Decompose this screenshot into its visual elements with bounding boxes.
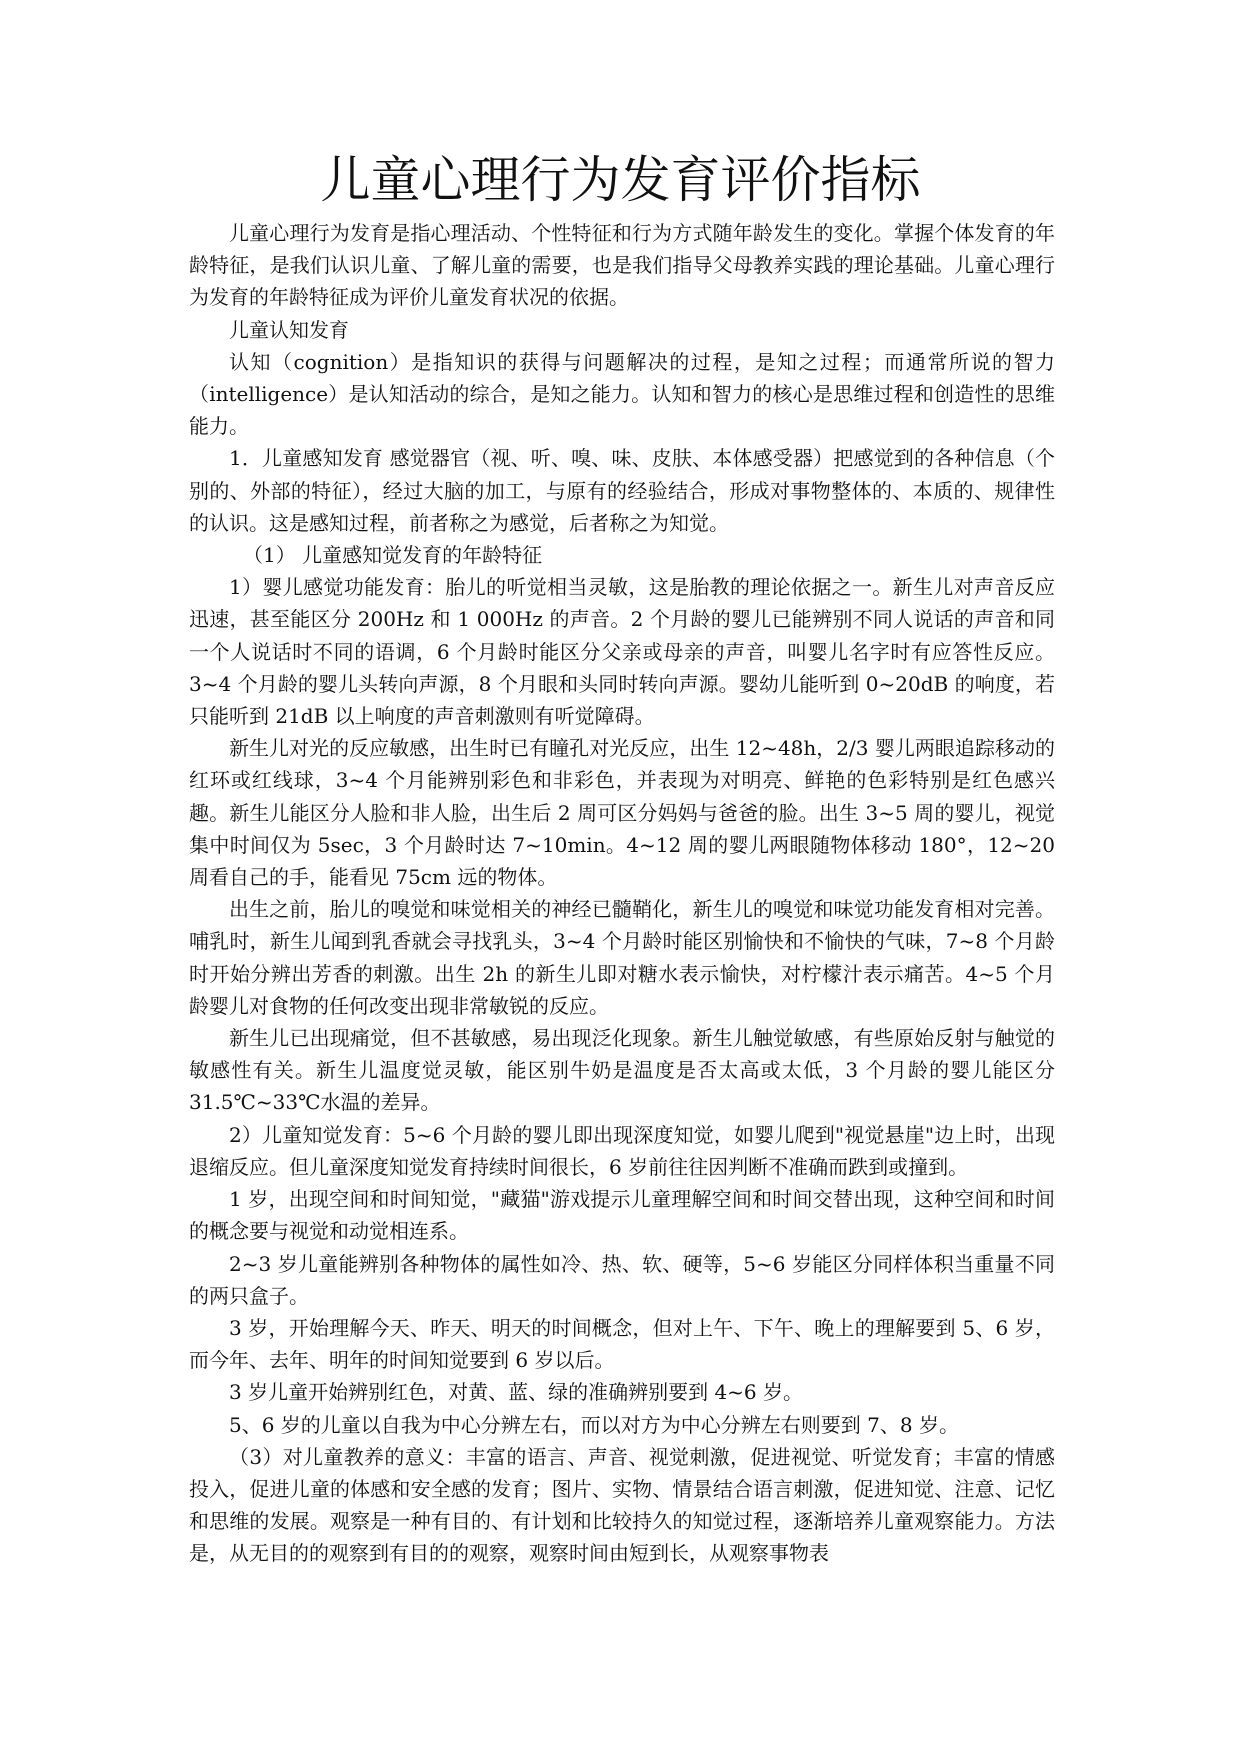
paragraph-pain-touch: 新生儿已出现痛觉，但不甚敏感，易出现泛化现象。新生儿触觉敏感，有些原始反射与触觉的敏感性有关。新生儿温度觉灵敏，能区别牛奶是温度是否太高或太低，3 个月龄的婴儿能区分 31.5℃~33℃水温的差异。 <box>189 1026 1055 1115</box>
document-body <box>189 217 1055 1570</box>
subheading-perception-age: （1） 儿童感知觉发育的年龄特征 <box>243 543 543 568</box>
paragraph-time-concept: 3 岁，开始理解今天、昨天、明天的时间概念，但对上午、下午、晚上的理解要到 5、6 岁，而今年、去年、明年的时间知觉要到 6 岁以后。 <box>189 1315 1055 1373</box>
section-heading-cognition: 儿童认知发育 <box>229 317 349 342</box>
paragraph-object-properties: 2~3 岁儿童能辨别各种物体的属性如冷、热、软、硬等，5~6 岁能区分同样体积当重量不同的两只盒子。 <box>189 1251 1055 1308</box>
paragraph-infant-hearing: 1）婴儿感觉功能发育：胎儿的听觉相当灵敏，这是胎教的理论依据之一。新生儿对声音反应迅速，甚至能区分 200Hz 和 1 000Hz 的声音。2 个月龄的婴儿已能辨别不同人说话的声音和同一个人说话时不同的语调，6 个月龄时能区分父亲或母亲的声音，叫婴儿名字时有应答性反应。3~4 个月龄的婴儿头转向声源，8 个月眼和头同时转向声源。婴幼儿能听到 0~20dB 的响度，若只能听到 21dB 以上响度的声音刺激则有听觉障碍。 <box>189 575 1055 729</box>
paragraph-perception: 1．儿童感知发育 感觉器官（视、听、嗅、味、皮肤、本体感受器）把感觉到的各种信息（个别的、外部的特征），经过大脑的加工，与原有的经验结合，形成对事物整体的、本质的、规律性的认识。这是感知过程，前者称之为感觉，后者称之为知觉。 <box>189 446 1055 535</box>
paragraph-smell-taste: 出生之前，胎儿的嗅觉和味觉相关的神经已髓鞘化，新生儿的嗅觉和味觉功能发育相对完善。哺乳时，新生儿闻到乳香就会寻找乳头，3~4 个月龄时能区别愉快和不愉快的气味，7~8 个月龄时开始分辨出芳香的刺激。出生 2h 的新生儿即对糖水表示愉快，对柠檬汁表示痛苦。4~5 个月龄婴儿对食物的任何改变出现非常敏锐的反应。 <box>189 897 1055 1018</box>
paragraph-intro: 儿童心理行为发育是指心理活动、个性特征和行为方式随年龄发生的变化。掌握个体发育的年龄特征，是我们认识儿童、了解儿童的需要，也是我们指导父母教养实践的理论基础。儿童心理行为发育的年龄特征成为评价儿童发育状况的依据。 <box>189 221 1055 310</box>
paragraph-left-right: 5、6 岁的儿童以自我为中心分辨左右，而以对方为中心分辨左右则要到 7、8 岁。 <box>229 1412 959 1437</box>
paragraph-cognition-definition: 认知（cognition）是指知识的获得与问题解决的过程，是知之过程；而通常所说的智力（intelligence）是认知活动的综合，是知之能力。认知和智力的核心是思维过程和创造性的思维能力。 <box>189 349 1055 439</box>
document-title: 儿童心理行为发育评价指标 <box>320 151 921 209</box>
paragraph-depth-perception: 2）儿童知觉发育：5~6 个月龄的婴儿即出现深度知觉，如婴儿爬到"视觉悬崖"边上时，出现退缩反应。但儿童深度知觉发育持续时间很长，6 岁前往往因判断不准确而跌到或撞到。 <box>189 1122 1055 1179</box>
paragraph-space-time: 1 岁，出现空间和时间知觉，"藏猫"游戏提示儿童理解空间和时间交替出现，这种空间和时间的概念要与视觉和动觉相连系。 <box>189 1187 1055 1244</box>
paragraph-parenting-significance: （3）对儿童教养的意义：丰富的语言、声音、视觉刺激，促进视觉、听觉发育；丰富的情感投入，促进儿童的体感和安全感的发育；图片、实物、情景结合语言刺激，促进知觉、注意、记忆和思维的发展。观察是一种有目的、有计划和比较持久的知觉过程，逐渐培养儿童观察能力。方法是，从无目的的观察到有目的的观察，观察时间由短到长，从观察事物表 <box>189 1444 1055 1566</box>
paragraph-color: 3 岁儿童开始辨别红色，对黄、蓝、绿的准确辨别要到 4~6 岁。 <box>229 1380 804 1405</box>
paragraph-vision: 新生儿对光的反应敏感，出生时已有瞳孔对光反应，出生 12~48h，2/3 婴儿两眼追踪移动的红环或红线球，3~4 个月能辨别彩色和非彩色，并表现为对明亮、鲜艳的色彩特别是红色感兴趣。新生儿能区分人脸和非人脸，出生后 2 周可区分妈妈与爸爸的脸。出生 3~5 周的婴儿，视觉集中时间仅为 5sec，3 个月龄时达 7~10min。4~12 周的婴儿两眼随物体移动 180°，12~20 周看自己的手，能看见 75cm 远的物体。 <box>189 736 1055 890</box>
